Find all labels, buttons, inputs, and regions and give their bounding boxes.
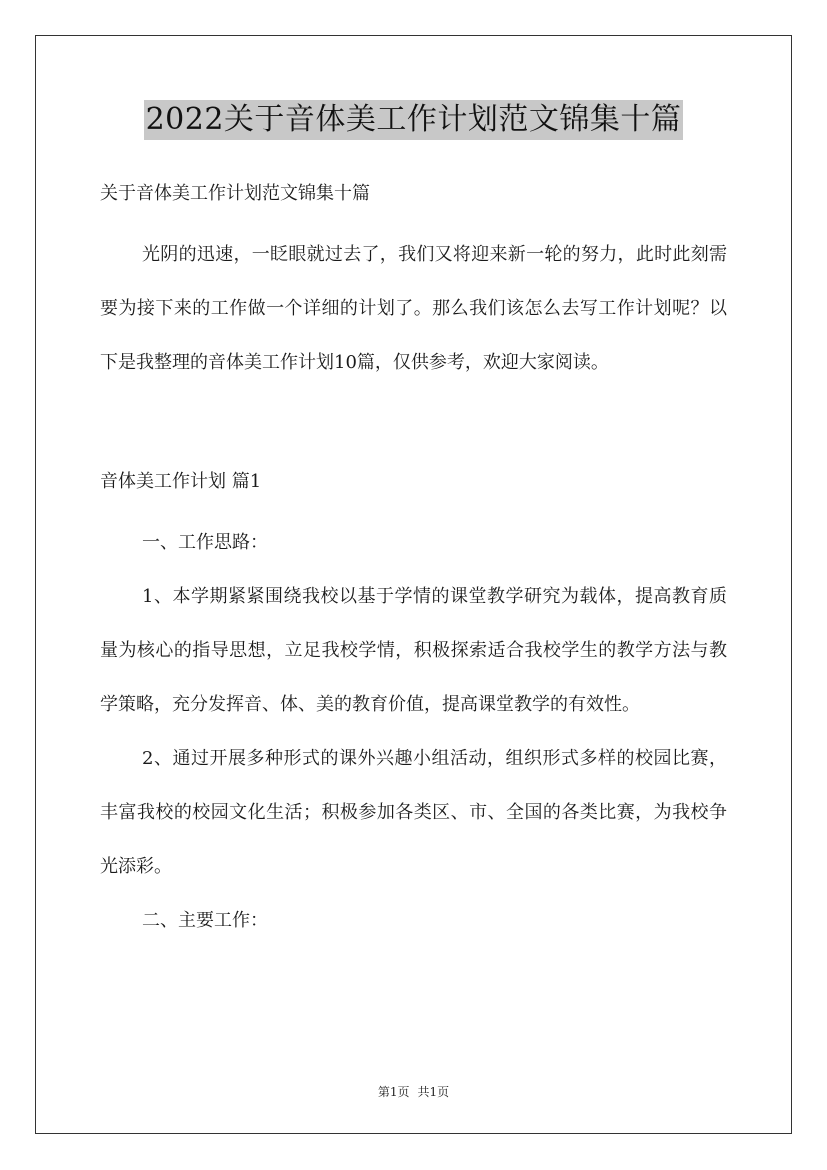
point-one-paragraph: 1、本学期紧紧围绕我校以基于学情的课堂教学研究为载体，提高教育质量为核心的指导思想，立足我校学情，积极探索适合我校学生的教学方法与教学策略，充分发挥音、体、美的教育价值，提高课堂教学的有效性。 bbox=[100, 586, 727, 715]
document-title: 2022关于音体美工作计划范文锦集十篇 bbox=[144, 100, 684, 140]
page-total: 共1页 bbox=[417, 1085, 450, 1099]
part-one-heading: 一、工作思路： bbox=[142, 532, 268, 553]
section-heading: 音体美工作计划 篇1 bbox=[100, 471, 262, 492]
page-number: 第1页 bbox=[377, 1085, 410, 1099]
intro-paragraph: 光阴的迅速，一眨眼就过去了，我们又将迎来新一轮的努力，此时此刻需要为接下来的工作做一个详细的计划了。那么我们该怎么去写工作计划呢？以下是我整理的音体美工作计划10篇，仅供参考，欢迎大家阅读。 bbox=[100, 244, 727, 373]
document-body bbox=[100, 174, 727, 948]
page-footer bbox=[0, 1084, 827, 1100]
document-subtitle: 关于音体美工作计划范文锦集十篇 bbox=[100, 183, 370, 204]
title-block bbox=[0, 100, 827, 140]
point-two-paragraph: 2、通过开展多种形式的课外兴趣小组活动，组织形式多样的校园比赛，丰富我校的校园文化生活；积极参加各类区、市、全国的各类比赛，为我校争光添彩。 bbox=[100, 748, 727, 877]
part-two-heading: 二、主要工作： bbox=[142, 910, 268, 931]
